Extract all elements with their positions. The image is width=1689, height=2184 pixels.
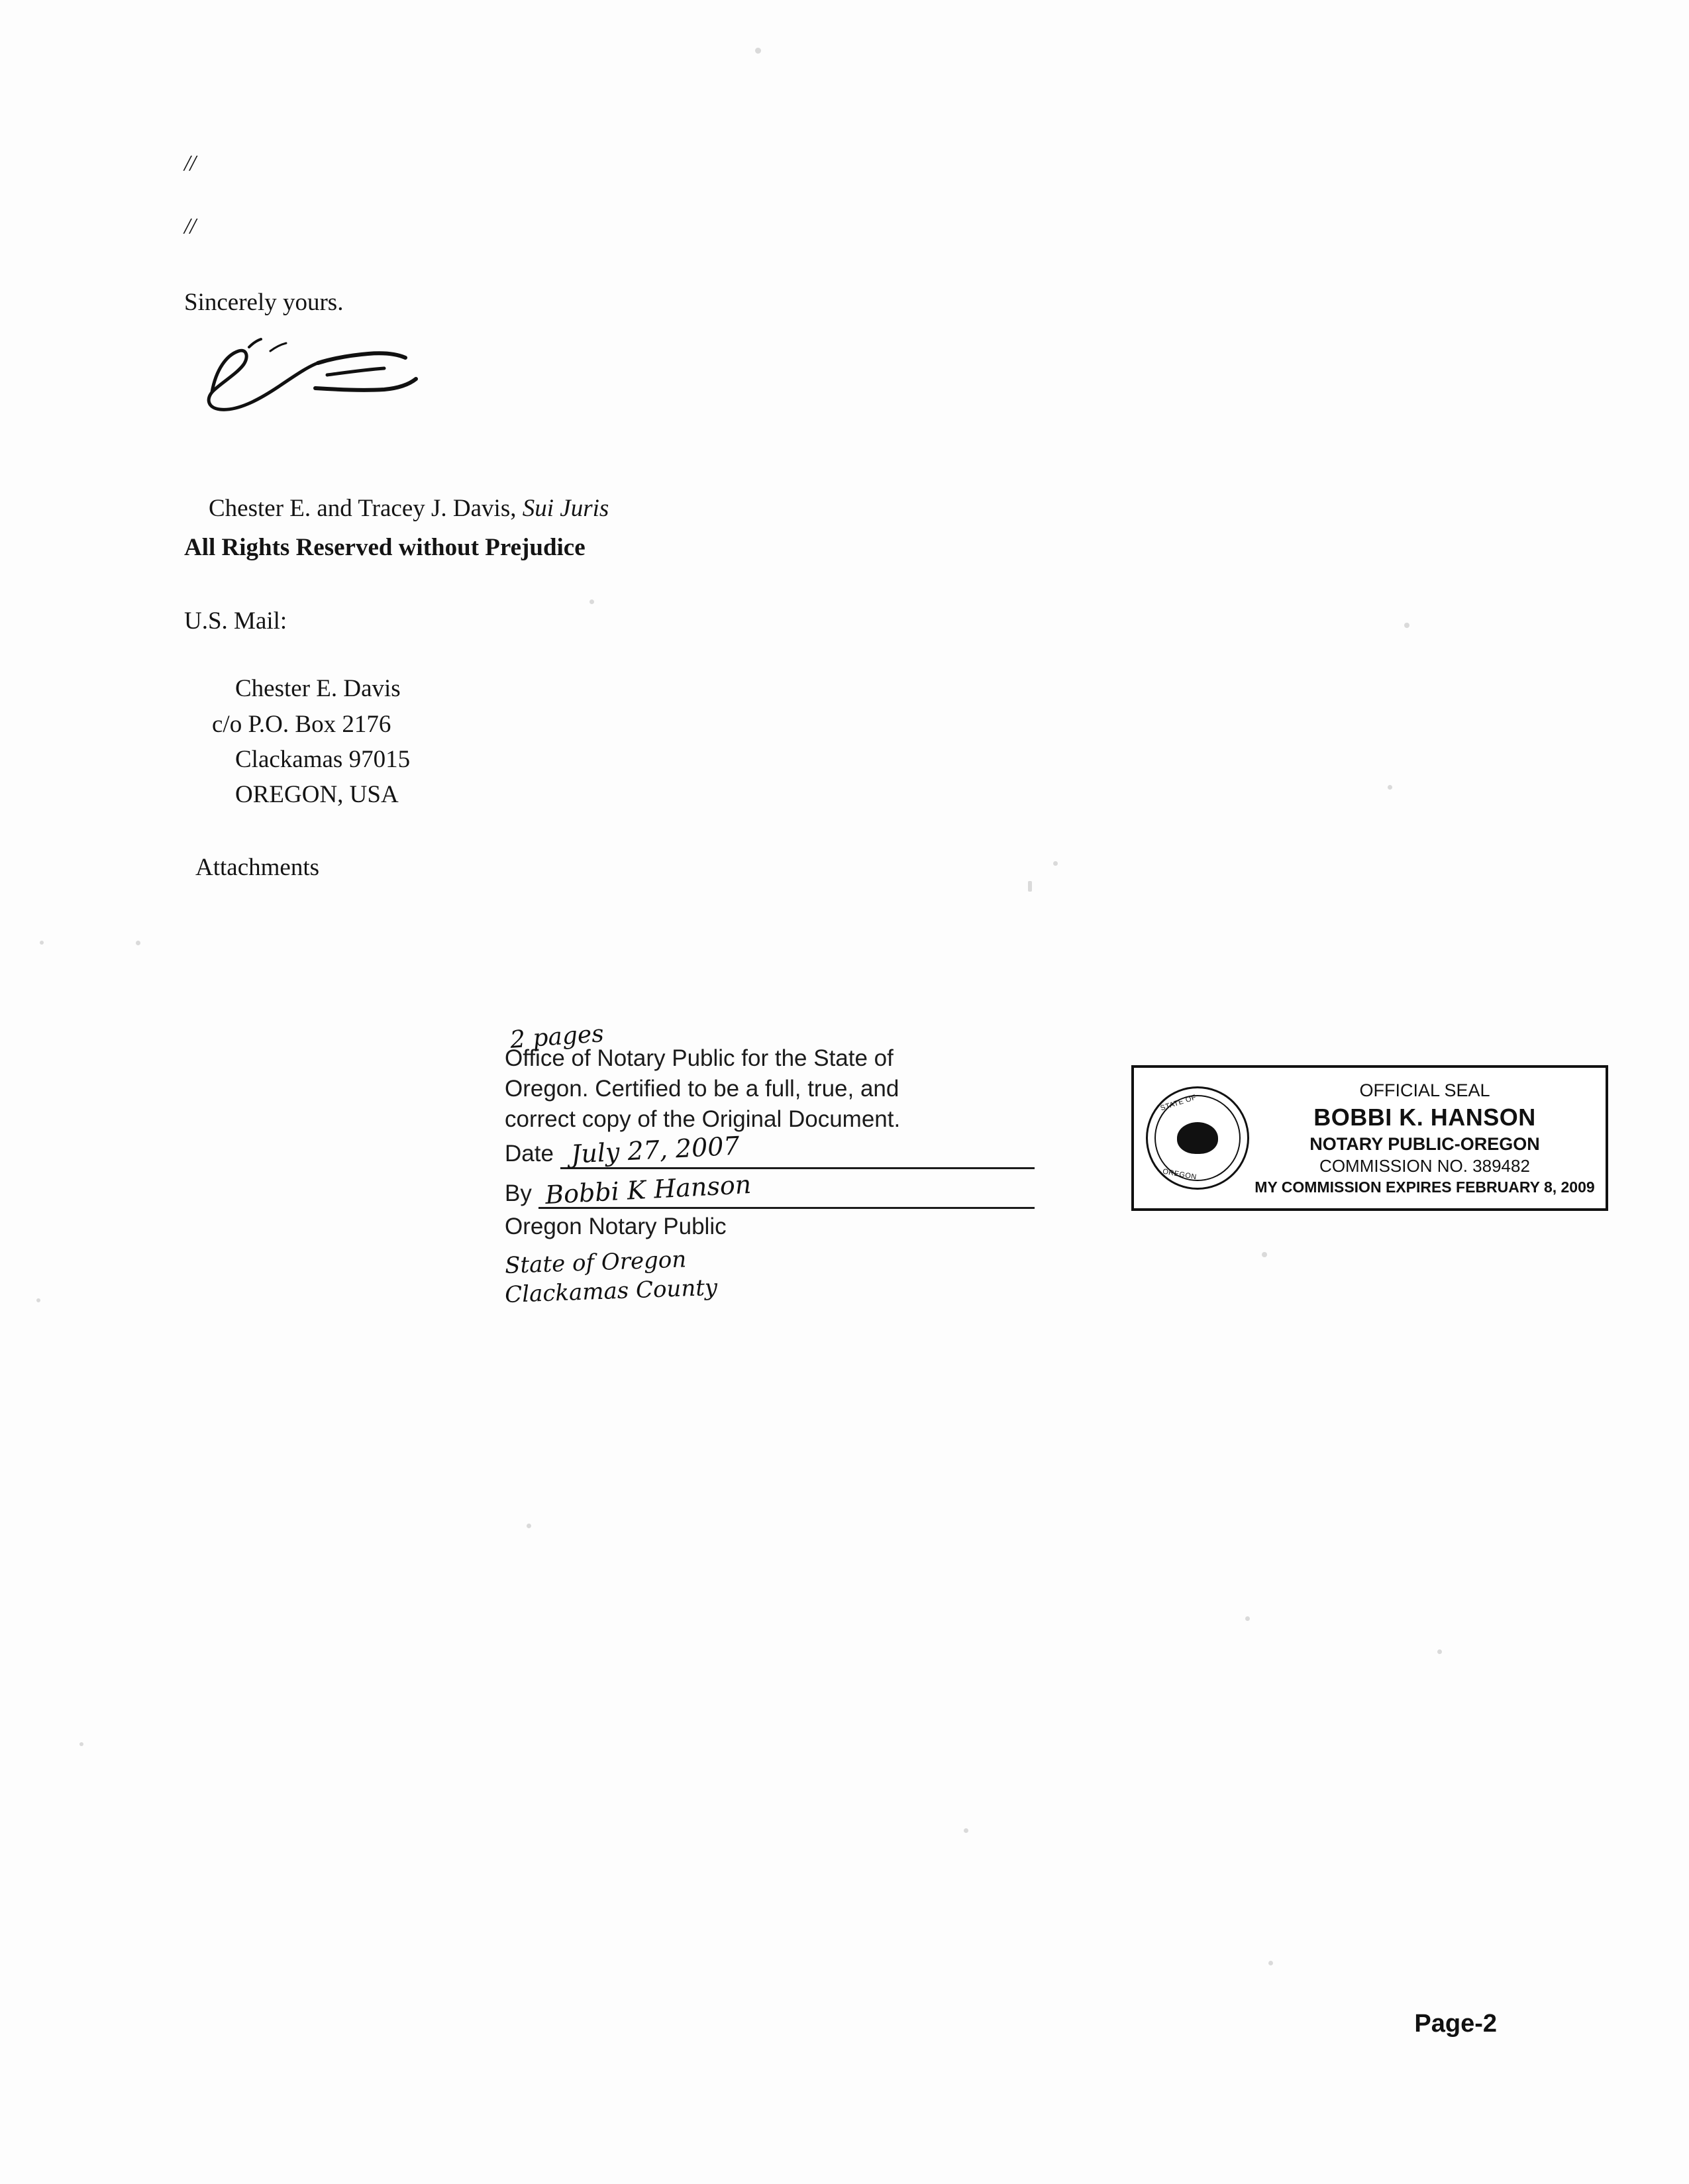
state-seal-icon — [1146, 1086, 1249, 1190]
notary-cert-line-2: Oregon. Certified to be a full, true, and — [505, 1076, 899, 1102]
rights-reserved-line: All Rights Reserved without Prejudice — [184, 534, 586, 561]
handwritten-pages-note: 2 pages — [509, 1020, 605, 1054]
scan-speck — [1245, 1616, 1250, 1621]
scan-speck — [527, 1524, 531, 1528]
placeholder-mark-1: // — [184, 151, 195, 176]
seal-role: NOTARY PUBLIC-OREGON — [1309, 1133, 1540, 1154]
seal-core — [1177, 1122, 1218, 1154]
notary-handwritten-state: State of Oregon — [504, 1246, 687, 1279]
placeholder-mark-2: // — [184, 214, 195, 238]
scan-speck — [40, 941, 44, 945]
seal-heading: OFFICIAL SEAL — [1359, 1080, 1490, 1101]
notary-signature-value: Bobbi K Hanson — [544, 1169, 752, 1210]
notary-by-row — [505, 1169, 1035, 1210]
address-line: Chester E. Davis — [235, 675, 401, 702]
scan-speck — [1388, 785, 1392, 790]
scan-speck — [79, 1742, 83, 1746]
seal-arc-bottom-text: OREGON — [1162, 1167, 1198, 1182]
scan-speck — [1028, 881, 1032, 892]
official-seal — [1131, 1065, 1608, 1211]
scan-speck — [589, 599, 594, 604]
mail-label: U.S. Mail: — [184, 607, 287, 635]
page-number: Page-2 — [1414, 2010, 1497, 2038]
seal-commission: COMMISSION NO. 389482 — [1319, 1156, 1530, 1176]
attachments-label: Attachments — [195, 854, 320, 881]
seal-text-block — [1249, 1079, 1606, 1197]
scan-speck — [36, 1298, 40, 1302]
notary-date-value: July 27, 2007 — [570, 1131, 741, 1169]
scan-speck — [136, 941, 140, 945]
scan-speck — [1268, 1961, 1273, 1965]
signer-sui-juris: Sui Juris — [522, 495, 609, 522]
notary-date-row — [505, 1131, 1035, 1169]
signer-names: Chester E. and Tracey J. Davis, — [209, 495, 523, 522]
notary-cert-line-1: Office of Notary Public for the State of — [505, 1045, 894, 1071]
notary-date-label: Date — [505, 1141, 554, 1167]
notary-handwritten-county: Clackamas County — [504, 1274, 718, 1308]
seal-arc-top-text: STATE OF — [1159, 1093, 1198, 1113]
scan-speck — [1437, 1649, 1442, 1654]
scan-speck — [964, 1828, 968, 1833]
closing-line: Sincerely yours. — [184, 289, 344, 316]
notary-date-rule — [560, 1131, 1035, 1169]
seal-expiry: MY COMMISSION EXPIRES FEBRUARY 8, 2009 — [1254, 1178, 1595, 1196]
seal-name: BOBBI K. HANSON — [1313, 1103, 1536, 1131]
notary-cert-line-3: correct copy of the Original Document. — [505, 1106, 901, 1132]
signature-image — [185, 331, 517, 424]
notary-by-label: By — [505, 1180, 532, 1206]
address-line: OREGON, USA — [235, 781, 399, 808]
notary-title: Oregon Notary Public — [505, 1214, 727, 1239]
address-line: c/o P.O. Box 2176 — [212, 711, 391, 738]
scan-speck — [1404, 623, 1409, 628]
scan-speck — [1053, 861, 1058, 866]
scan-speck — [1262, 1252, 1267, 1257]
notary-certification-block — [504, 1043, 1035, 1308]
address-line: Clackamas 97015 — [235, 746, 411, 773]
notary-by-rule — [538, 1169, 1035, 1210]
scan-speck — [755, 48, 761, 54]
